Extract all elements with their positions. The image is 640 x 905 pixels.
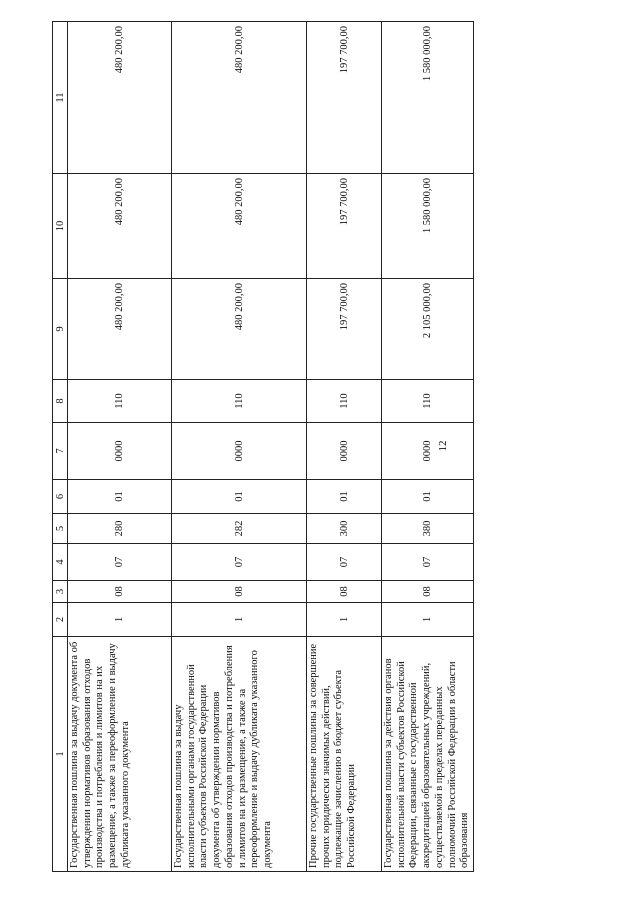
cell: 01 (382, 480, 474, 514)
page-number: 12 (437, 440, 449, 452)
cell: 01 (307, 480, 382, 514)
cell: 282 (172, 514, 307, 544)
cell: 0000 (307, 423, 382, 480)
revenue-table (52, 21, 474, 872)
table-row (172, 22, 307, 872)
header-cell: 4 (53, 544, 68, 581)
rotated-page-content (52, 22, 471, 872)
amount-cell: 480 200,00 (172, 174, 307, 279)
header-cell: 6 (53, 480, 68, 514)
amount-cell: 480 200,00 (172, 279, 307, 380)
cell: 110 (382, 380, 474, 423)
amount-cell: 2 105 000,00 (382, 279, 474, 380)
cell: 07 (68, 544, 172, 581)
amount-cell: 480 200,00 (172, 22, 307, 174)
header-row (53, 22, 68, 872)
amount-cell: 1 580 000,00 (382, 174, 474, 279)
header-cell: 11 (53, 22, 68, 174)
amount-cell: 197 700,00 (307, 279, 382, 380)
header-cell: 7 (53, 423, 68, 480)
row-name-cell: Государственная пошлина за выдачу исполнительными органами государственной власти субъектов Российской Федерации документа об утверждении нормативов образования отходов производства и потребления и лимитов на их размещение, а также за переоформление и выдачу дубликата указанного документа (172, 637, 307, 872)
cell: 0000 (68, 423, 172, 480)
amount-cell: 480 200,00 (68, 279, 172, 380)
header-cell: 9 (53, 279, 68, 380)
cell: 07 (382, 544, 474, 581)
cell: 380 (382, 514, 474, 544)
cell: 110 (307, 380, 382, 423)
cell: 08 (68, 581, 172, 603)
amount-cell: 197 700,00 (307, 22, 382, 174)
table-row (68, 22, 172, 872)
cell: 1 (307, 603, 382, 637)
cell: 07 (172, 544, 307, 581)
cell: 0000 (172, 423, 307, 480)
cell: 01 (68, 480, 172, 514)
cell: 1 (68, 603, 172, 637)
header-cell: 2 (53, 603, 68, 637)
header-cell: 3 (53, 581, 68, 603)
cell: 110 (68, 380, 172, 423)
amount-cell: 480 200,00 (68, 174, 172, 279)
amount-cell: 197 700,00 (307, 174, 382, 279)
cell: 08 (172, 581, 307, 603)
row-name-cell: Прочие государственные пошлины за совершение прочих юридически значимых действий, подлежащие зачислению в бюджет субъекта Российской Федерации (307, 637, 382, 872)
table-row (382, 22, 474, 872)
header-cell: 10 (53, 174, 68, 279)
cell: 1 (172, 603, 307, 637)
amount-cell: 480 200,00 (68, 22, 172, 174)
cell: 07 (307, 544, 382, 581)
cell: 1 (382, 603, 474, 637)
header-cell: 1 (53, 637, 68, 872)
cell: 08 (307, 581, 382, 603)
cell: 280 (68, 514, 172, 544)
cell: 08 (382, 581, 474, 603)
amount-cell: 1 580 000,00 (382, 22, 474, 174)
cell: 300 (307, 514, 382, 544)
cell: 01 (172, 480, 307, 514)
header-cell: 8 (53, 380, 68, 423)
cell: 110 (172, 380, 307, 423)
cell: 0000 (382, 423, 474, 480)
row-name-cell: Государственная пошлина за выдачу документа об утверждении нормативов образования отходов производства и потребления и лимитов на их размещение, а также за переоформление и выдачу дубликата указанного документа (68, 637, 172, 872)
row-name-cell: Государственная пошлина за действия органов исполнительной власти субъектов Российской Федерации, связанные с государственной аккредитацией образовательных учреждений, осуществляемой в пределах переданных полномочий Российской Федерации в области образования (382, 637, 474, 872)
table-row (307, 22, 382, 872)
header-cell: 5 (53, 514, 68, 544)
